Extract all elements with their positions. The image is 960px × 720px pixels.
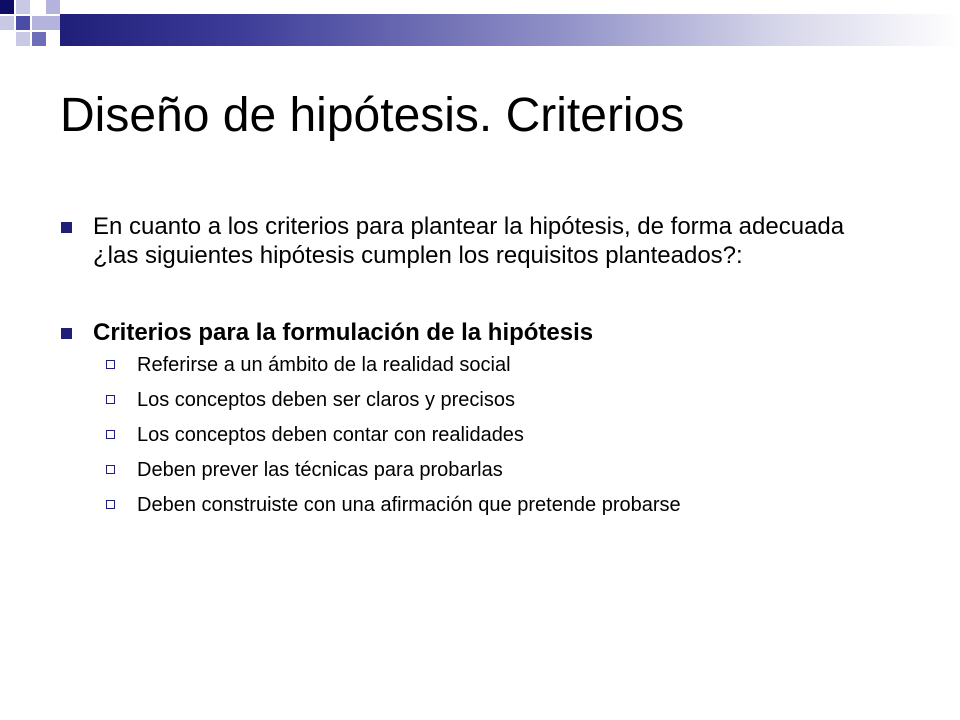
hollow-square-bullet-icon (106, 500, 115, 509)
decorative-square (32, 32, 46, 46)
sub-bullet-text: Referirse a un ámbito de la realidad social (137, 354, 511, 376)
decorative-square (0, 16, 14, 30)
hollow-square-bullet-icon (106, 430, 115, 439)
sub-bullet-list (60, 353, 860, 517)
sub-bullet-text: Deben construiste con una afirmación que pretende probarse (137, 494, 681, 516)
bullet-item-heading (60, 318, 860, 347)
sub-bullet-text: Los conceptos deben ser claros y precisos (137, 389, 515, 411)
slide-body (60, 212, 860, 528)
hollow-square-bullet-icon (106, 465, 115, 474)
decorative-square (0, 0, 14, 14)
decorative-square (32, 16, 60, 30)
sub-bullet-item (106, 458, 860, 482)
sub-bullet-item (106, 388, 860, 412)
decorative-square (16, 0, 30, 14)
square-bullet-icon (61, 328, 72, 339)
hollow-square-bullet-icon (106, 395, 115, 404)
slide-title: Diseño de hipótesis. Criterios (60, 89, 685, 142)
decorative-square (16, 32, 30, 46)
bullet-text: Criterios para la formulación de la hipótesis (93, 319, 594, 346)
decorative-square (46, 0, 60, 14)
sub-bullet-item (106, 353, 860, 377)
bullet-text: En cuanto a los criterios para plantear la hipótesis, de forma adecuada ¿las siguientes hipótesis cumplen los requisitos planteados?: (93, 213, 845, 269)
decorative-square (16, 16, 30, 30)
sub-bullet-text: Los conceptos deben contar con realidades (137, 424, 524, 446)
sub-bullet-item (106, 423, 860, 447)
header-decoration (0, 0, 960, 60)
sub-bullet-text: Deben prever las técnicas para probarlas (137, 459, 503, 481)
header-gradient-bar (60, 14, 960, 46)
square-bullet-icon (61, 222, 72, 233)
bullet-item (60, 212, 860, 270)
hollow-square-bullet-icon (106, 360, 115, 369)
sub-bullet-item (106, 493, 860, 517)
